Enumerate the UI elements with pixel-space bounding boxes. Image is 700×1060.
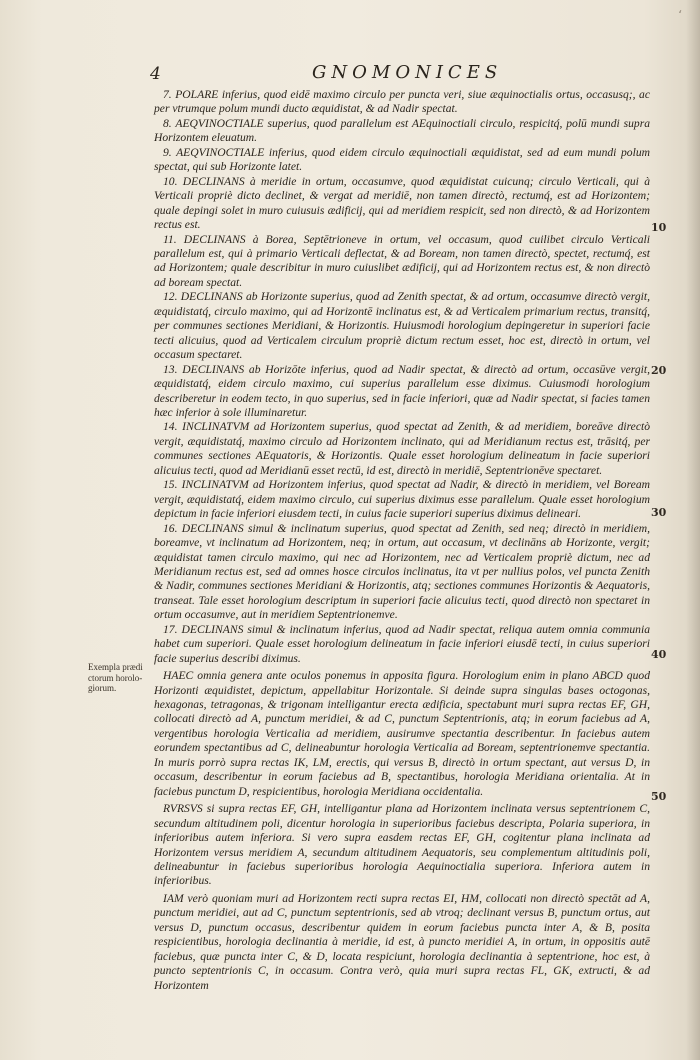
- corner-mark: ‘: [678, 8, 682, 22]
- paragraph-haec: HAEC omnia genera ante oculos ponemus in apposita figura. Horologium enim in plano ABCD quod Horizonti æquidistet, depictum, appellabitur Horizontale. Si deinde supra singulas bases octogonas, hexagonas, tetragonas, & trigonam intelligantur erecta ædificia, spectabunt muri supra rectas EF, GH, collocati directò ad A, punctum meridiei, & ad C, punctum Septentrionis, atq; in eorum faciebus ad A, vergentibus horologia Verticalia ad meridiem, ausirumve spectantia describentur. In faciebus autem eorundem spectantibus ad C, delineabuntur horologia Verticalia ad Boream, septentrionemve spectantia. In muris porrò supra rectas IK, LM, erectis, qui versus B, directò in ortum spectant, aut versus D, in occasum, describentur in eorum faciebus ad B, spectantibus, horologia Meridiana orientalia. At in faciebus punctum D, respicientibus, horologia Meridiana occidentalia.: [154, 669, 650, 798]
- paragraph-rursus: RVRSVS si supra rectas EF, GH, intelligantur plana ad Horizontem inclinata versus septentrionem C, secundum altitudinem poli, dicentur horologia in superioribus faciebus descripta, Polaria superiora, in inferioribus autem inferiora. Si vero supra easdem rectas EF, GH, cogitentur plana inclinata ad Horizontem versus meridiem A, secundum altitudinem Aequatoris, seu complementum altitudinis poli, delineabuntur in faciebus superioribus horologia Aequinoctialia superiora. Inferiora autem in inferioribus.: [154, 802, 650, 888]
- line-number-50: 50: [651, 790, 667, 803]
- entry-15: 15. INCLINATVM ad Horizontem inferius, quod spectat ad Nadir, & directò in meridiem, vel Boream vergit, æquidistatq́, eidem maximo circulo, cui superius diximus esse parallelum. Quale esset horologium depictum in facie inferiori eiusdem tecti, in cuius facie superiori superius diximus delineari.: [154, 478, 650, 521]
- entry-8: 8. AEQVINOCTIALE superius, quod parallelum est AEquinoctiali circulo, respicitq́, polū mundi supra Horizontem eleuatum.: [154, 116, 650, 145]
- entry-10: 10. DECLINANS à meridie in ortum, occasumve, quod æquidistat cuicunq; circulo Verticali, qui à Verticali propriè dicto declinet, & vergat ad meridiē, non tamen directò, rectumq́, est ad Horizontem; quale depingi solet in muro cuiusuis ædificij, qui ad meridiem respicit, sed non directò, & ad Horizontem rectus est.: [154, 174, 650, 232]
- entry-13: 13. DECLINANS ab Horizōte inferius, quod ad Nadir spectat, & directò ad ortum, occasūve vergit, æquidistatq́, eidem circulo maximo, cui superius parallelum esse diximus. Cuiusmodi horologium describeretur in eodem tecto, in quo superius, sed in facie inferiori, quæ ad Nadir spectat, si facies tamen hæc inferior à sole illuminaretur.: [154, 362, 650, 419]
- entry-16: 16. DECLINANS simul & inclinatum superius, quod spectat ad Zenith, sed neq; directò in meridiem, boreamve, vt inclinatum ad Horizontem, neq; in ortum, aut occasum, vt declināns ab Horizonte, vergit; æquidistat tamen circulo maximo, qui nec ad Horizontem, nec ad Verticalem propriè dictum, nec ad Meridianum rectus est, sed ad omnes hosce circulos inclinatus, ita vt per nullius polos, vel puncta Zenith & Nadir, communes sectiones Meridiani & Horizontis, atq; sectiones communes Horizontis & Aequatoris, transeat. Tale esset horologium descriptum in superiori facie alicuius tecti, quod directò non spectaret in ortum occasumve, aut in meridiem Septentrionemve.: [154, 521, 650, 622]
- entry-14: 14. INCLINATVM ad Horizontem superius, quod spectat ad Zenith, & ad meridiem, boreāve directò vergit, æquidistatq́, maximo circulo ad Horizontem inclinato, qui ad Meridianum rectus est, trāsitq́, per communes sectiones AEquatoris, & Horizontis. Quale esset horologium delineatum in facie superiori alicuius tecti, quod ad Meridianū esset rectū, id est, directò in meridiē, Septentrionēve spectaret.: [154, 420, 650, 477]
- margin-note: Exempla prædi ctorum horolo- giorum.: [88, 662, 143, 693]
- line-number-30: 30: [651, 506, 667, 519]
- line-number-20: 20: [651, 364, 667, 377]
- line-number-40: 40: [651, 648, 667, 661]
- line-number-10: 10: [651, 221, 667, 234]
- entry-12: 12. DECLINANS ab Horizonte superius, quod ad Zenith spectat, & ad ortum, occasumve directò vergit, æquidistatq́, circulo maximo, qui ad Horizontē inclinatus est, & ad Verticalem primarium rectus, transitq́, per communes sectiones Meridiani, & Horizontis. Huiusmodi horologium depingeretur in superiori facie tecti alicuius, quod ad Verticalem circulum propriè dictum rectum esset, hoc est, directò in ortum, vel occasum spectaret.: [154, 290, 650, 362]
- page-number: 4: [150, 64, 161, 84]
- entry-11: 11. DECLINANS à Borea, Septētrioneve in ortum, vel occasum, quod cuilibet circulo Verticali parallelum est, qui à primario Verticali deflectat, & ad Boream, non tamen directò, spectet, rectumq́, est ad Horizontem; quale describitur in muro cuiuslibet ædificij, qui ad Horizontem rectus est, & non directò ad boream spectat.: [154, 232, 650, 289]
- page-fold-shadow: [686, 0, 700, 1060]
- paragraph-iam: IAM verò quoniam muri ad Horizontem recti supra rectas EI, HM, collocati non directò spectāt ad A, punctum meridiei, aut ad C, punctum septentrionis, sed ab vtroq; declinant versus B, punctum ortus, aut versus D, punctum occasus, describentur quidem in eorum faciebus puncta inter A, & B, posita respicientibus, horologia declinantia à meridie, id est, à puncto meridiei A, in ortum, in oppositis autē faciebus, quæ puncta inter C, & D, locata respiciunt, horologia declinantia à septentrione, hoc est, à puncto septentrionis C, in occasum. Contra verò, quia muri supra rectas FL, GK, extructi, & ad Horizontem: [154, 891, 650, 992]
- entry-9: 9. AEQVINOCTIALE inferius, quod eidem circulo æquinoctiali æquidistat, sed ad eum mundi polum spectat, qui sub Horizonte latet.: [154, 145, 650, 174]
- entry-7: 7. POLARE inferius, quod eidē maximo circulo per puncta veri, siue æquinoctialis ortus, occasusq;, ac per vtrumque polum mundi ducto æquidistat, & ad Nadir spectat.: [154, 88, 650, 116]
- main-text: [154, 88, 650, 993]
- running-head: [150, 62, 670, 86]
- entry-17: 17. DECLINANS simul & inclinatum inferius, quod ad Nadir spectat, reliqua autem omnia communia habet cum superiori. Quale esset horologium delineatum in facie inferiori eiusdē tecti, in cuius superiori facie superius describi diximus.: [154, 622, 650, 665]
- page-title: GNOMONICES: [312, 62, 503, 83]
